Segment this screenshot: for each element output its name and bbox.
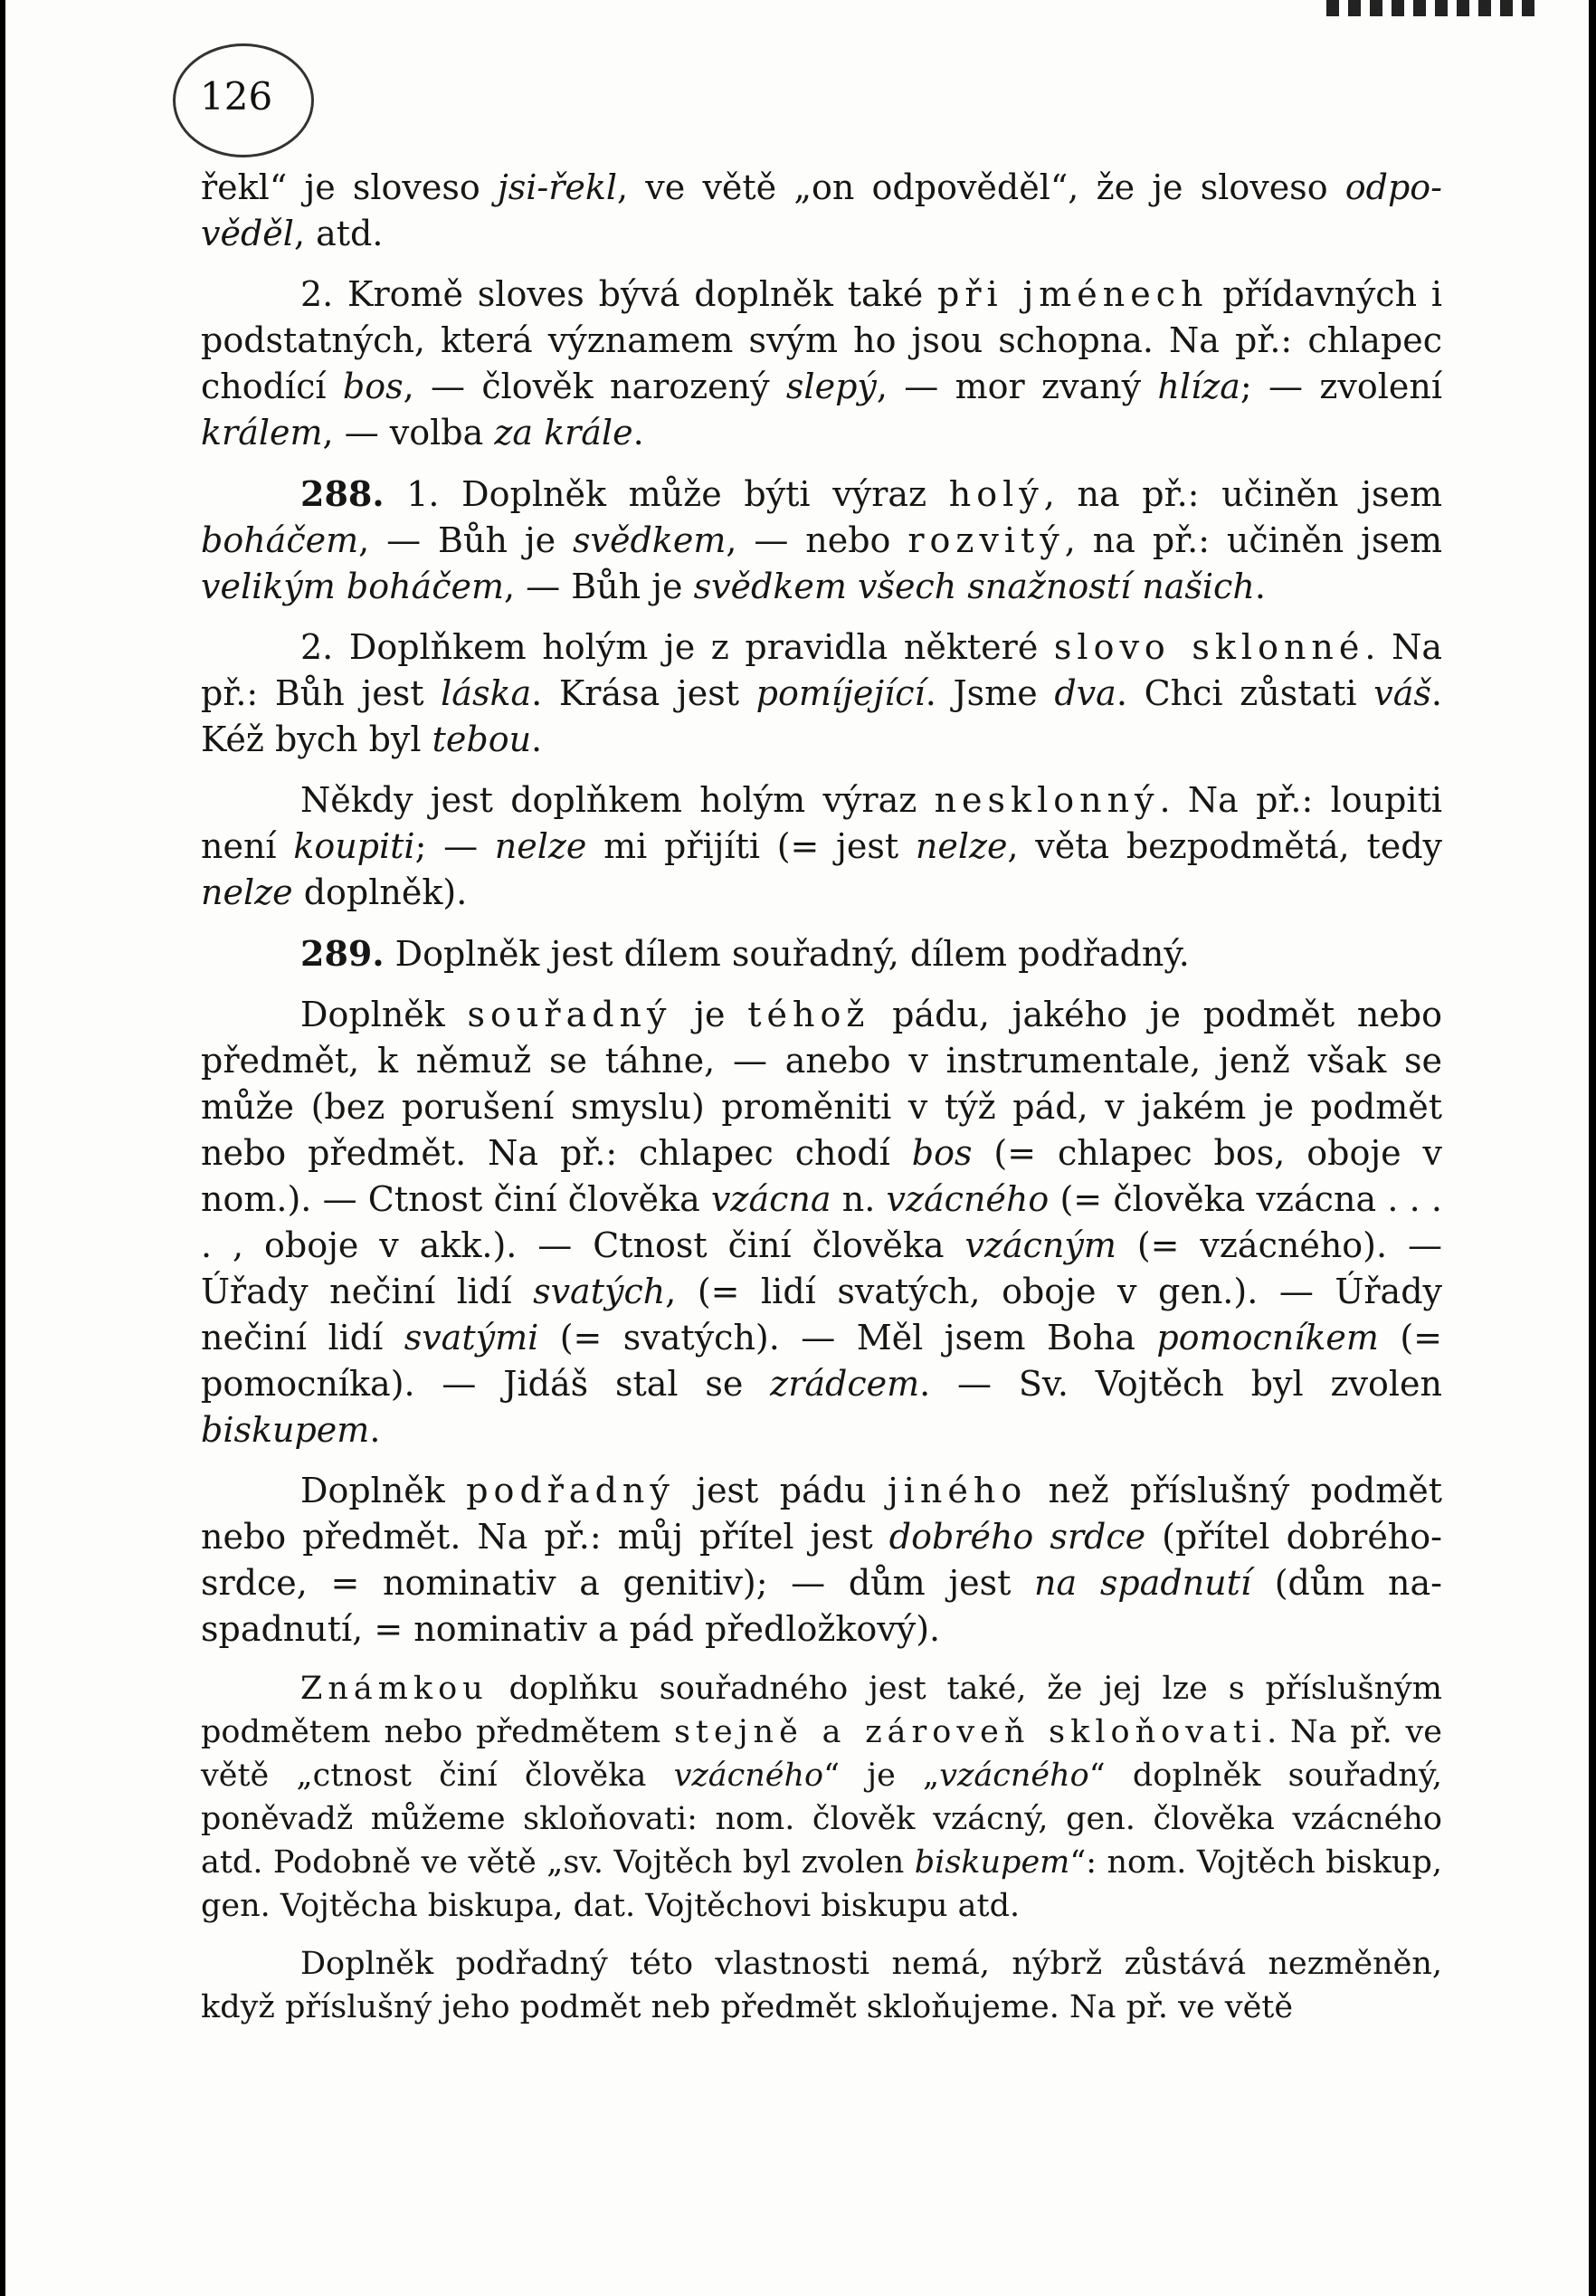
paragraph-nesklonny: Někdy jest doplňkem holým výraz nesklonný. Na př.: loupiti není koupiti; — nelze mi přijíti (= jest nelze, věta bezpodmětá, tedy nelze doplněk). <box>201 780 1443 912</box>
page-number: 126 <box>200 74 273 119</box>
paragraph-podradny: Doplněk podřadný jest pádu jiného než příslušný podmět nebo předmět. Na př.: můj přítel jest dobrého srdce (přítel dobrého-srdce, = nominativ a genitiv); — dům jest na spadnutí (dům na-spadnutí, = nominativ a pád předložkový). <box>201 1471 1442 1649</box>
section-number-289: 289. <box>300 933 385 974</box>
paragraph-288-2: 2. Doplňkem holým je z pravidla některé slovo sklonné. Na př.: Bůh jest láska. Krása jest pomíjející. Jsme dva. Chci zůstati váš. Kéž bych byl tebou. <box>201 627 1442 759</box>
paragraph-2: 2. Kromě sloves bývá doplněk také při jménech přídavných i podstatných, která významem svým ho jsou schopna. Na př.: chlapec chodící bos, — člověk narozený slepý, — mor zvaný hlíza; — zvolení králem, — volba za krále. <box>201 274 1442 453</box>
paragraph-288-1: 288. 1. Doplněk může býti výraz holý, na př.: učiněn jsem boháčem, — Bůh je svědkem, — nebo rozvitý, na př.: učiněn jsem velikým boháčem, — Bůh je svědkem všech snažností našich. <box>201 473 1442 606</box>
section-number-288: 288. <box>300 473 385 514</box>
paragraph-souradny: Doplněk souřadný je téhož pádu, jakého je podmět nebo předmět, k němuž se táhne, — anebo v instrumentale, jenž však se může (bez porušení smyslu) proměniti v týž pád, v jakém je podmět nebo předmět. Na př.: chlapec chodí bos (= chlapec bos, oboje v nom.). — Ctnost činí člověka vzácna n. vzácného (= člověka vzácna . . . . , oboje v akk.). — Ctnost činí člověka vzácným (= vzácného). — Úřady nečiní lidí svatých, (= lidí svatých, oboje v gen.). — Úřady nečiní lidí svatými (= svatých). — Měl jsem Boha pomocníkem (= pomocníka). — Jidáš stal se zrádcem. — Sv. Vojtěch byl zvolen biskupem. <box>201 995 1443 1450</box>
paragraph-1: řekl“ je sloveso jsi-řekl, ve větě „on odpověděl“, že je sloveso odpo-věděl, atd. <box>201 167 1442 253</box>
page-edge-mark <box>1326 0 1534 16</box>
book-page <box>5 0 1589 2296</box>
paragraph-289: 289. Doplněk jest dílem souřadný, dílem podřadný. <box>300 933 1190 974</box>
paragraph-last: Doplněk podřadný této vlastnosti nemá, nýbrž zůstává nezměněn, když příslušný jeho podmět neb předmět skloňujeme. Na př. ve větě <box>201 1946 1442 2025</box>
paragraph-znamkou: Známkou doplňku souřadného jest také, že jej lze s příslušným podmětem nebo předmětem stejně a zároveň skloňovati. Na př. ve větě „ctnost činí člověka vzácného“ je „vzácného“ doplněk souřadný, poněvadž můžeme skloňovati: nom. člověk vzácný, gen. člověka vzácného atd. Podobně ve větě „sv. Vojtěch byl zvolen biskupem“: nom. Vojtěch biskup, gen. Vojtěcha biskupa, dat. Vojtěchovi biskupu atd. <box>201 1671 1442 1924</box>
body-text <box>201 165 1442 2044</box>
